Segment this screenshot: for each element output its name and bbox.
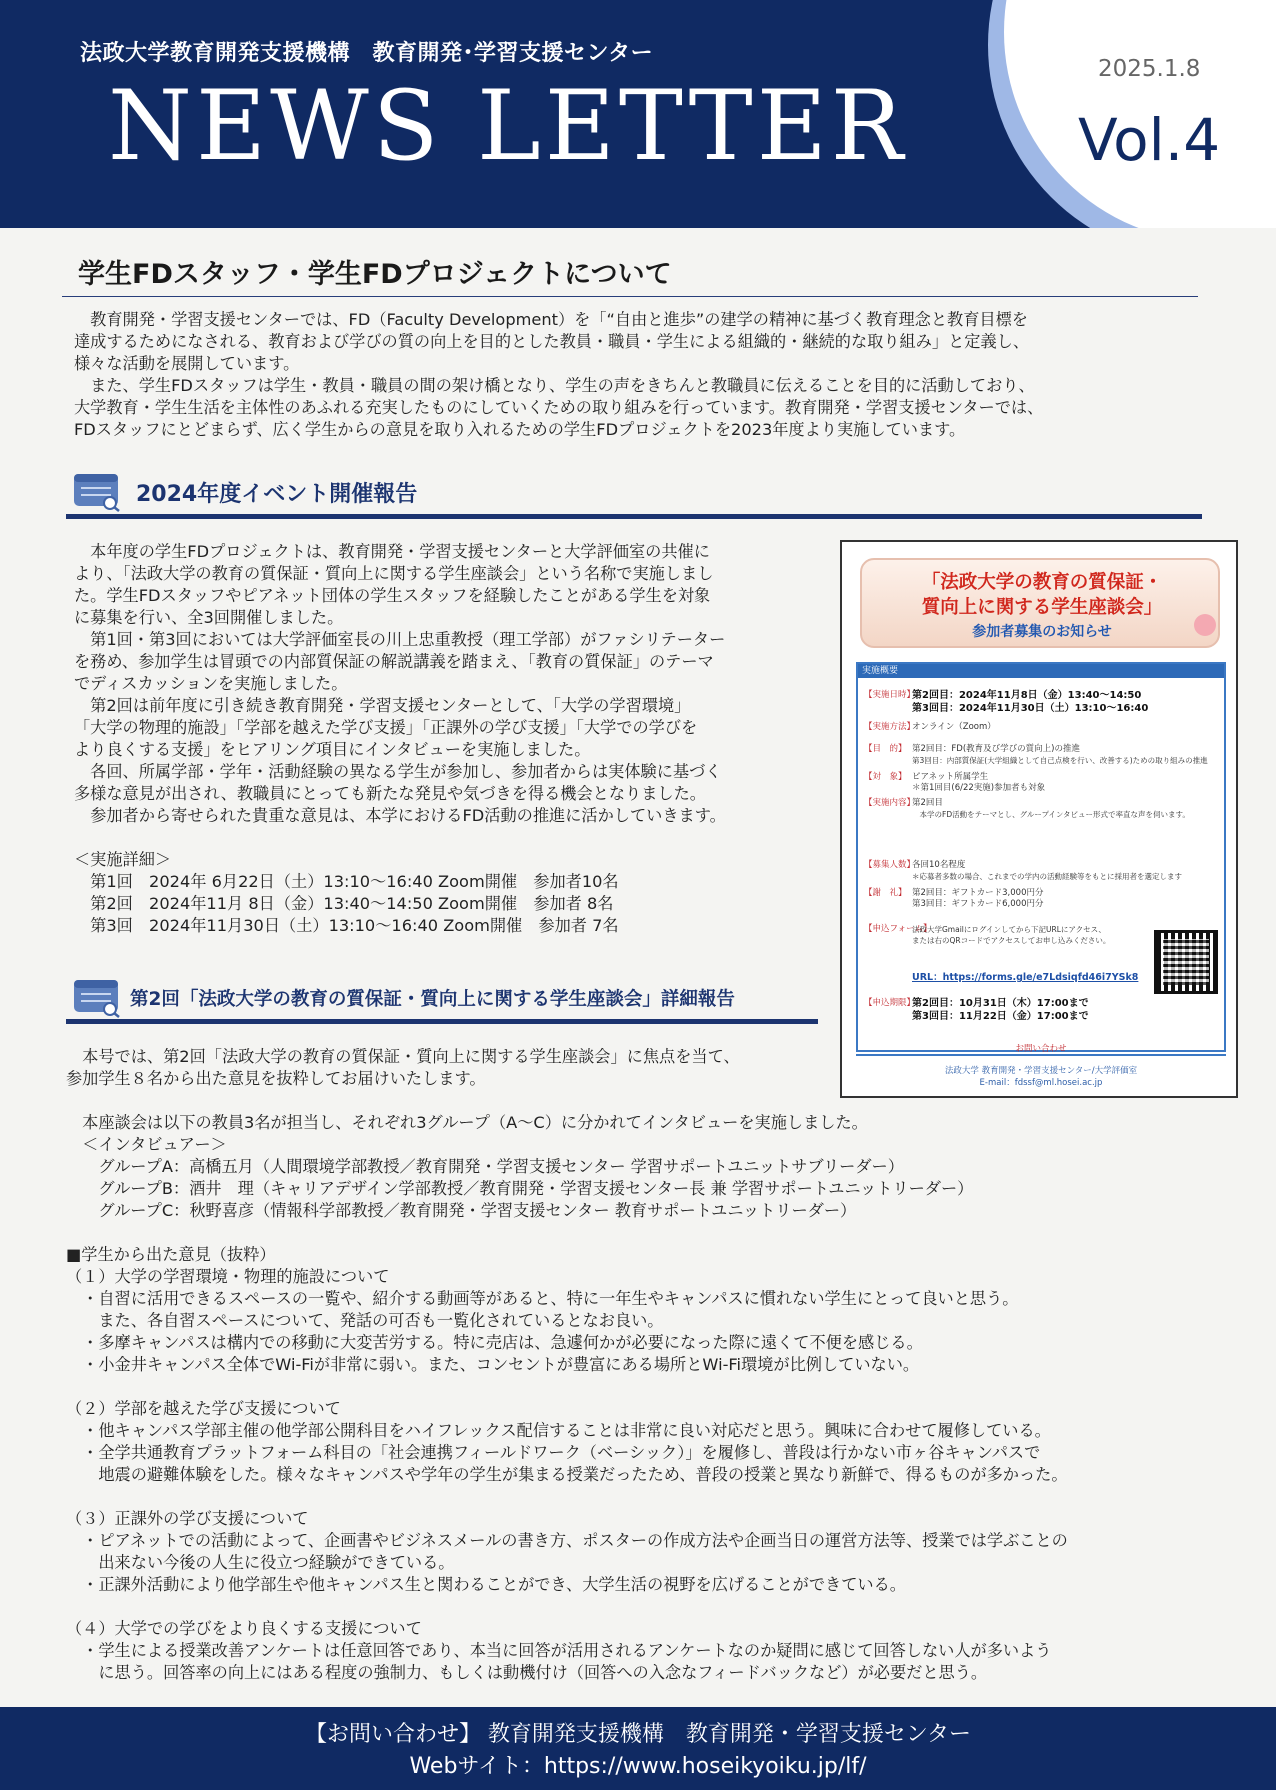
text-line: 教育開発・学習支援センターでは、FD（Faculty Development）を「“自由と進歩”の建学の精神に基づく教育理念と教育目標を [74, 310, 1028, 329]
text-line: でディスカッションを実施しました。 [74, 674, 348, 693]
event-report-text [74, 541, 834, 937]
footer-website-link[interactable]: Webサイト：https://www.hoseikyoiku.jp/lf/ [409, 1754, 867, 1779]
opinion-line: ・小金井キャンパス全体でWi-Fiが非常に弱い。また、コンセントが豊富にある場所とWi-Fi環境が比例していない。 [66, 1355, 920, 1374]
flyer-banner [860, 558, 1220, 648]
text-line: 大学教育・学生生活を主体性のあふれる充実したものにしていくための取り組みを行っています。教育開発・学習支援センターでは、 [74, 398, 1044, 417]
text-line: グループC：秋野喜彦（情報科学部教授／教育開発・学習支援センター 教育サポートユニットリーダー） [66, 1201, 857, 1220]
flyer-contact-email: E-mail：fdssf@ml.hosei.ac.jp [979, 1078, 1103, 1088]
detail-report-text [66, 1046, 1216, 1684]
details-title: ＜実施詳細＞ [74, 850, 172, 869]
newsletter-header [0, 0, 1276, 228]
flyer-details-box: 実施概要 【実施日時】 第2回目：2024年11月8日（金）13:40～14:50 第3回目：2024年11月30日（土）13:10～16:40 【実施方法】 オンライン（Zoom） 【目 的】 第2回目：FD(教育及び学びの質向上)の推進 第3回目：内部質保証(大学組織として自己点検を行い、改善する)ための取り組みの推進 【対 象】 ピアネット所属学生 ＊第1回目(6/22実施)参加者も対象 【実施内容】 第2回目 本学のFD活動をテーマとし、グループインタビュー形式で率直な声を伺います。 【募集人数】 各回10名程度 ＊応募者多数の場合、これまでの学内の活動経験等をもとに採用者を選定します 【謝 礼】 第2回目：ギフトカード3,000円分 第3回目：ギフトカード6,000円分 【申込フォーム】 法政大学Gmailにログインしてから下記URLにアクセス、 または右のQRコードでアクセスしてお申し込みください。 URL：https://forms.gle/e7Ldsiqfd46i7YSk8 【申込期限】 第2回目：10月31日（木）17:00まで 第3回目：11月22日（金）17:00まで [856, 662, 1226, 1052]
session-detail: 第1回 2024年 6月22日（土）13:10～16:40 Zoom開催 参加者10名 [74, 872, 619, 891]
opinion-line: ・正課外活動により他学部生や他キャンパス生と関わることができ、大学生活の視野を広げることができている。 [66, 1575, 906, 1594]
text-line: に募集を行い、全3回開催しました。 [74, 608, 344, 627]
section-heading-text: 第2回「法政大学の教育の質保証・質向上に関する学生座談会」詳細報告 [130, 989, 735, 1010]
notepad-icon [72, 470, 122, 512]
flyer-title-line1: 「法政大学の教育の質保証・ [921, 572, 1163, 593]
text-line: 参加学生８名から出た意見を抜粋してお届けいたします。 [66, 1069, 486, 1088]
opinion-line: ・学生による授業改善アンケートは任意回答であり、本当に回答が活用されるアンケートなのか疑問に感じて回答しない人が多いよう [66, 1641, 1052, 1660]
text-line: FDスタッフにとどまらず、広く学生からの意見を取り入れるための学生FDプロジェクトを2023年度より実施しています。 [74, 420, 966, 439]
opinion-line: （２）学部を越えた学び支援について [66, 1399, 341, 1418]
text-line: より良くする支援」をヒアリング項目にインタビューを実施しました。 [74, 740, 591, 759]
text-line: 参加者から寄せられた貴重な意見は、本学におけるFD活動の推進に活かしていきます。 [74, 806, 726, 825]
section-rule [66, 514, 1202, 519]
text-line: 本年度の学生FDプロジェクトは、教育開発・学習支援センターと大学評価室の共催に [74, 542, 710, 561]
section-heading-detail-report [66, 976, 822, 1030]
text-line: グループB：酒井 理（キャリアデザイン学部教授／教育開発・学習支援センター長 兼 学習サポートユニットリーダー） [66, 1179, 974, 1198]
opinion-line: （１）大学の学習環境・物理的施設について [66, 1267, 390, 1286]
opinion-line: ・自習に活用できるスペースの一覧や、紹介する動画等があると、特に一年生やキャンパスに慣れない学生にとって良いと思う。 [66, 1289, 1019, 1308]
text-line: を務め、参加学生は冒頭での内部質保証の解説講義を踏まえ、「教育の質保証」のテーマ [74, 652, 714, 671]
opinion-line: ・他キャンパス学部主催の他学部公開科目をハイフレックス配信することは非常に良い対応だと思う。興味に合わせて履修している。 [66, 1421, 1051, 1440]
opinion-line: ・全学共通教育プラットフォーム科目の「社会連携フィールドワーク（ベーシック）」を履修し、普段は行かない市ヶ谷キャンパスで [66, 1443, 1041, 1462]
opinion-line: 出来ない今後の人生に役立つ経験ができている。 [66, 1553, 455, 1572]
text-line: 達成するためになされる、教育および学びの質の向上を目的とした教員・職員・学生による組織的・継続的な取り組み」と定義し、 [74, 332, 1030, 351]
flyer-box-heading: 実施概要 [858, 664, 1224, 678]
flyer-subtitle: 参加者募集のお知らせ [972, 624, 1112, 640]
opinion-line: ・ピアネットでの活動によって、企画書やビジネスメールの書き方、ポスターの作成方法や企画当日の運営方法等、授業では学ぶことの [66, 1531, 1068, 1550]
text-line: ＜インタビュアー＞ [66, 1135, 227, 1154]
opinion-line: また、各自習スペースについて、発話の可否も一覧化されているとなお良い。 [66, 1311, 664, 1330]
newsletter-title: NEWS LETTER [108, 70, 908, 182]
text-line: 本座談会は以下の教員3名が担当し、それぞれ3グループ（A～C）に分かれてインタビューを実施しました。 [66, 1113, 868, 1132]
recruitment-flyer-image [840, 540, 1238, 1098]
footer-contact: 【お問い合わせ】 教育開発支援機構 教育開発・学習支援センター [304, 1722, 972, 1747]
organization-name: 法政大学教育開発支援機構 教育開発･学習支援センター [80, 41, 654, 66]
volume-number: Vol.4 [1078, 106, 1221, 174]
rabbit-mascot-icon [1194, 614, 1216, 636]
newsletter-footer [0, 1707, 1276, 1790]
flyer-contact-org: 法政大学 教育開発・学習支援センター/大学評価室 [944, 1066, 1138, 1076]
text-line: 本号では、第2回「法政大学の教育の質保証・質向上に関する学生座談会」に焦点を当て、 [66, 1047, 740, 1066]
text-line: た。学生FDスタッフやピアネット団体の学生スタッフを経験したことがある学生を対象 [74, 586, 711, 605]
text-line: 「大学の物理的施設」「学部を越えた学び支援」「正課外の学び支援」「大学での学びを [74, 718, 698, 737]
text-line: 各回、所属学部・学年・活動経験の異なる学生が参加し、参加者からは実体験に基づく [74, 762, 722, 781]
opinions-title: ■学生から出た意見（抜粋） [66, 1245, 276, 1264]
opinion-line: に思う。回答率の向上にはある程度の強制力、もしくは動機付け（回答への入念なフィードバックなど）が必要だと思う。 [66, 1663, 988, 1682]
opinion-line: （３）正課外の学び支援について [66, 1509, 309, 1528]
text-line: グループA：高橋五月（人間環境学部教授／教育開発・学習支援センター 学習サポートユニットサブリーダー） [66, 1157, 904, 1176]
section-heading-2024-events [66, 470, 1202, 524]
text-line: また、学生FDスタッフは学生・教員・職員の間の架け橋となり、学生の声をきちんと教職員に伝えることを目的に活動しており、 [74, 376, 1035, 395]
flyer-title-line2: 質向上に関する学生座談会」 [921, 597, 1163, 618]
section-title-fd-staff: 学生FDスタッフ・学生FDプロジェクトについて [78, 259, 672, 290]
title-divider [62, 296, 1198, 297]
session-detail: 第3回 2024年11月30日（土）13:10～16:40 Zoom開催 参加者 7名 [74, 916, 619, 935]
opinion-line: （４）大学での学びをより良くする支援について [66, 1619, 422, 1638]
text-line: 第1回・第3回においては大学評価室長の川上忠重教授（理工学部）がファシリテーター [74, 630, 726, 649]
section-heading-text: 2024年度イベント開催報告 [136, 482, 418, 507]
notepad-icon [72, 976, 122, 1018]
session-detail: 第2回 2024年11月 8日（金）13:40～14:50 Zoom開催 参加者 8名 [74, 894, 614, 913]
section-rule [66, 1019, 818, 1024]
form-url-link[interactable]: URL：https://forms.gle/e7Ldsiqfd46i7YSk8 [912, 972, 1139, 983]
text-line: 多様な意見が出され、教職員にとっても新たな発見や気づきを得る機会となりました。 [74, 784, 706, 803]
text-line: より、「法政大学の教育の質保証・質向上に関する学生座談会」という名称で実施しまし [74, 564, 714, 583]
flyer-contact-title: お問い合わせ [1015, 1044, 1067, 1054]
opinion-line: ・多摩キャンパスは構内での移動に大変苦労する。特に売店は、急遽何かが必要になった際に遠くて不便を感じる。 [66, 1333, 923, 1352]
intro-paragraph [74, 309, 1204, 441]
issue-date: 2025.1.8 [1098, 56, 1201, 82]
text-line: 第2回は前年度に引き続き教育開発・学習支援センターとして、「大学の学習環境」 [74, 696, 691, 715]
text-line: 様々な活動を展開しています。 [74, 354, 300, 373]
qr-code-icon [1154, 930, 1218, 994]
opinion-line: 地震の避難体験をした。様々なキャンパスや学年の学生が集まる授業だったため、普段の授業と異なり新鮮で、得るものが多かった。 [66, 1465, 1068, 1484]
